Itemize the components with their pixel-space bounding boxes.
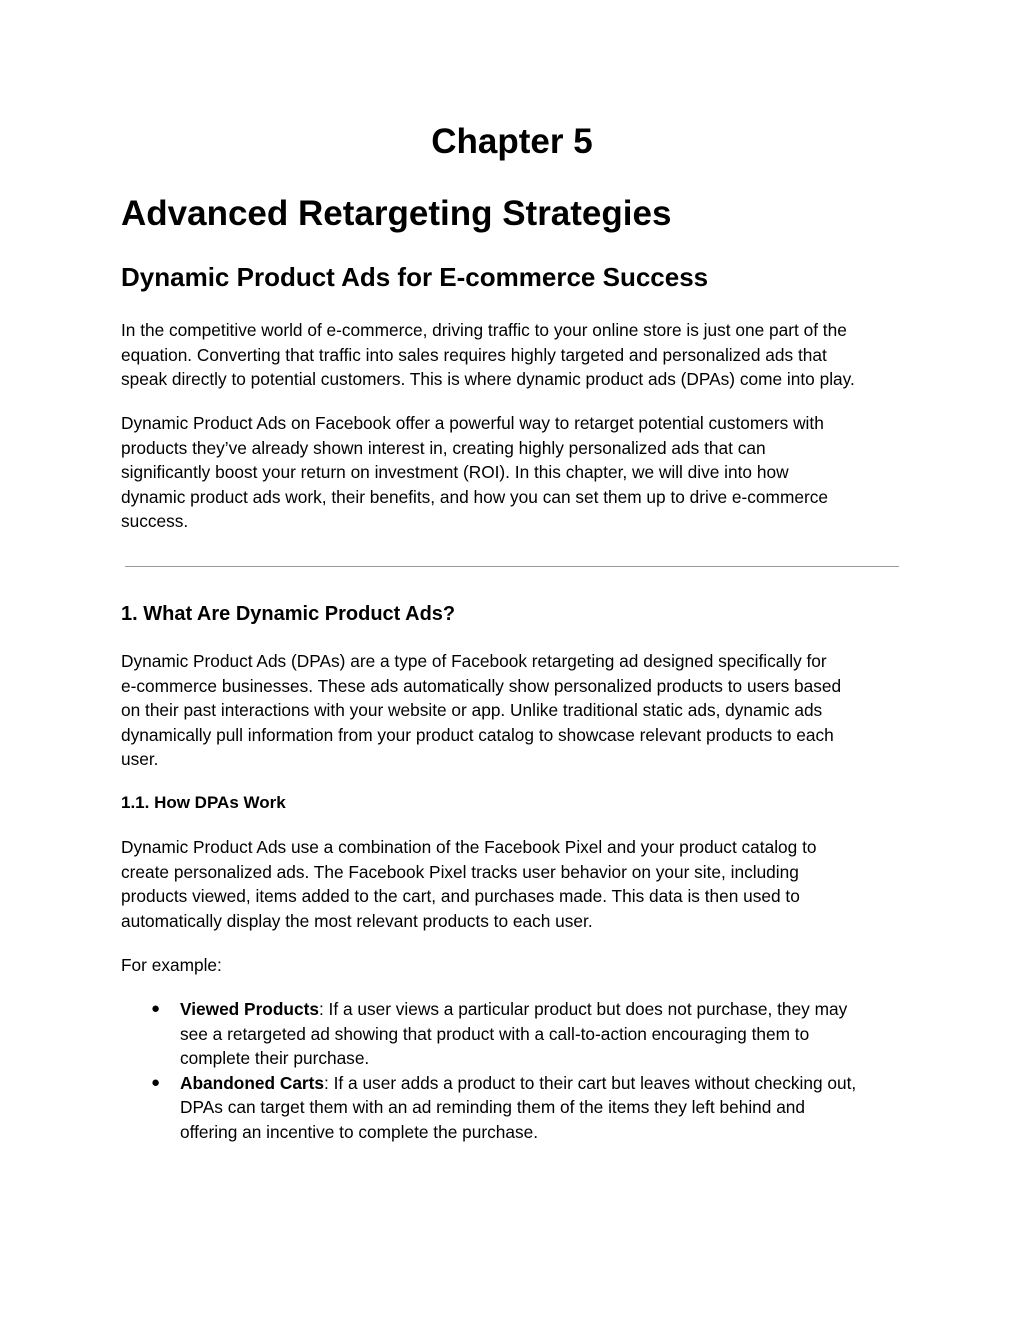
text-line: dynamically pull information from your product catalog to showcase relevant products to each bbox=[121, 724, 834, 745]
example-bullet-list bbox=[121, 997, 911, 1144]
text-line: complete their purchase. bbox=[180, 1048, 370, 1068]
bullet-icon: ● bbox=[151, 1073, 161, 1091]
text-line: create personalized ads. The Facebook Pixel tracks user behavior on your site, including bbox=[121, 861, 799, 882]
text-line: products they’ve already shown interest in, creating highly personalized ads that can bbox=[121, 437, 766, 458]
bullet-term: Abandoned Carts bbox=[180, 1072, 325, 1093]
text-line: user. bbox=[121, 749, 159, 769]
intro-paragraph-2 bbox=[121, 411, 911, 534]
section-paragraph bbox=[121, 649, 911, 772]
bullet-text: : If a user adds a product to their cart but leaves without checking out, bbox=[324, 1072, 857, 1093]
text-line: automatically display the most relevant products to each user. bbox=[121, 910, 593, 931]
text-line: e-commerce businesses. These ads automatically show personalized products to users based bbox=[121, 675, 842, 696]
text-line: Dynamic Product Ads on Facebook offer a powerful way to retarget potential customers with bbox=[121, 413, 824, 433]
text-line: dynamic product ads work, their benefits, and how you can set them up to drive e-commerce bbox=[121, 486, 828, 507]
bullet-text: : If a user views a particular product but does not purchase, they may bbox=[318, 999, 848, 1019]
horizontal-divider bbox=[125, 566, 899, 567]
text-line: significantly boost your return on investment (ROI). In this chapter, we will dive into how bbox=[121, 462, 789, 482]
text-line: offering an incentive to complete the purchase. bbox=[180, 1121, 539, 1142]
text-line: on their past interactions with your website or app. Unlike traditional static ads, dynamic ads bbox=[121, 700, 823, 720]
text-line: success. bbox=[121, 511, 189, 531]
section-heading: 1. What Are Dynamic Product Ads? bbox=[121, 603, 456, 625]
text-line bbox=[180, 1071, 911, 1096]
chapter-title: Advanced Retargeting Strategies bbox=[121, 194, 672, 233]
list-item bbox=[121, 997, 911, 1071]
example-intro: For example: bbox=[121, 955, 222, 975]
text-line: equation. Converting that traffic into sales requires highly targeted and personalized ads that bbox=[121, 344, 827, 365]
text-line: speak directly to potential customers. This is where dynamic product ads (DPAs) come into play. bbox=[121, 369, 855, 389]
chapter-number: Chapter 5 bbox=[431, 122, 593, 161]
text-line bbox=[180, 997, 911, 1022]
text-line: In the competitive world of e-commerce, driving traffic to your online store is just one part of the bbox=[121, 320, 847, 340]
bullet-term: Viewed Products bbox=[180, 999, 319, 1019]
subsection-paragraph bbox=[121, 835, 911, 933]
subsection-heading: 1.1. How DPAs Work bbox=[121, 793, 286, 812]
text-line: see a retargeted ad showing that product with a call-to-action encouraging them to bbox=[180, 1023, 810, 1044]
intro-paragraph-1 bbox=[121, 318, 911, 392]
bullet-icon: ● bbox=[151, 1000, 161, 1017]
list-item bbox=[121, 1071, 911, 1145]
text-line: products viewed, items added to the cart, and purchases made. This data is then used to bbox=[121, 886, 800, 906]
text-line: DPAs can target them with an ad reminding them of the items they left behind and bbox=[180, 1097, 806, 1117]
text-line: Dynamic Product Ads (DPAs) are a type of Facebook retargeting ad designed specifically for bbox=[121, 651, 827, 671]
chapter-subtitle: Dynamic Product Ads for E-commerce Success bbox=[121, 262, 709, 292]
text-line: Dynamic Product Ads use a combination of the Facebook Pixel and your product catalog to bbox=[121, 837, 817, 857]
